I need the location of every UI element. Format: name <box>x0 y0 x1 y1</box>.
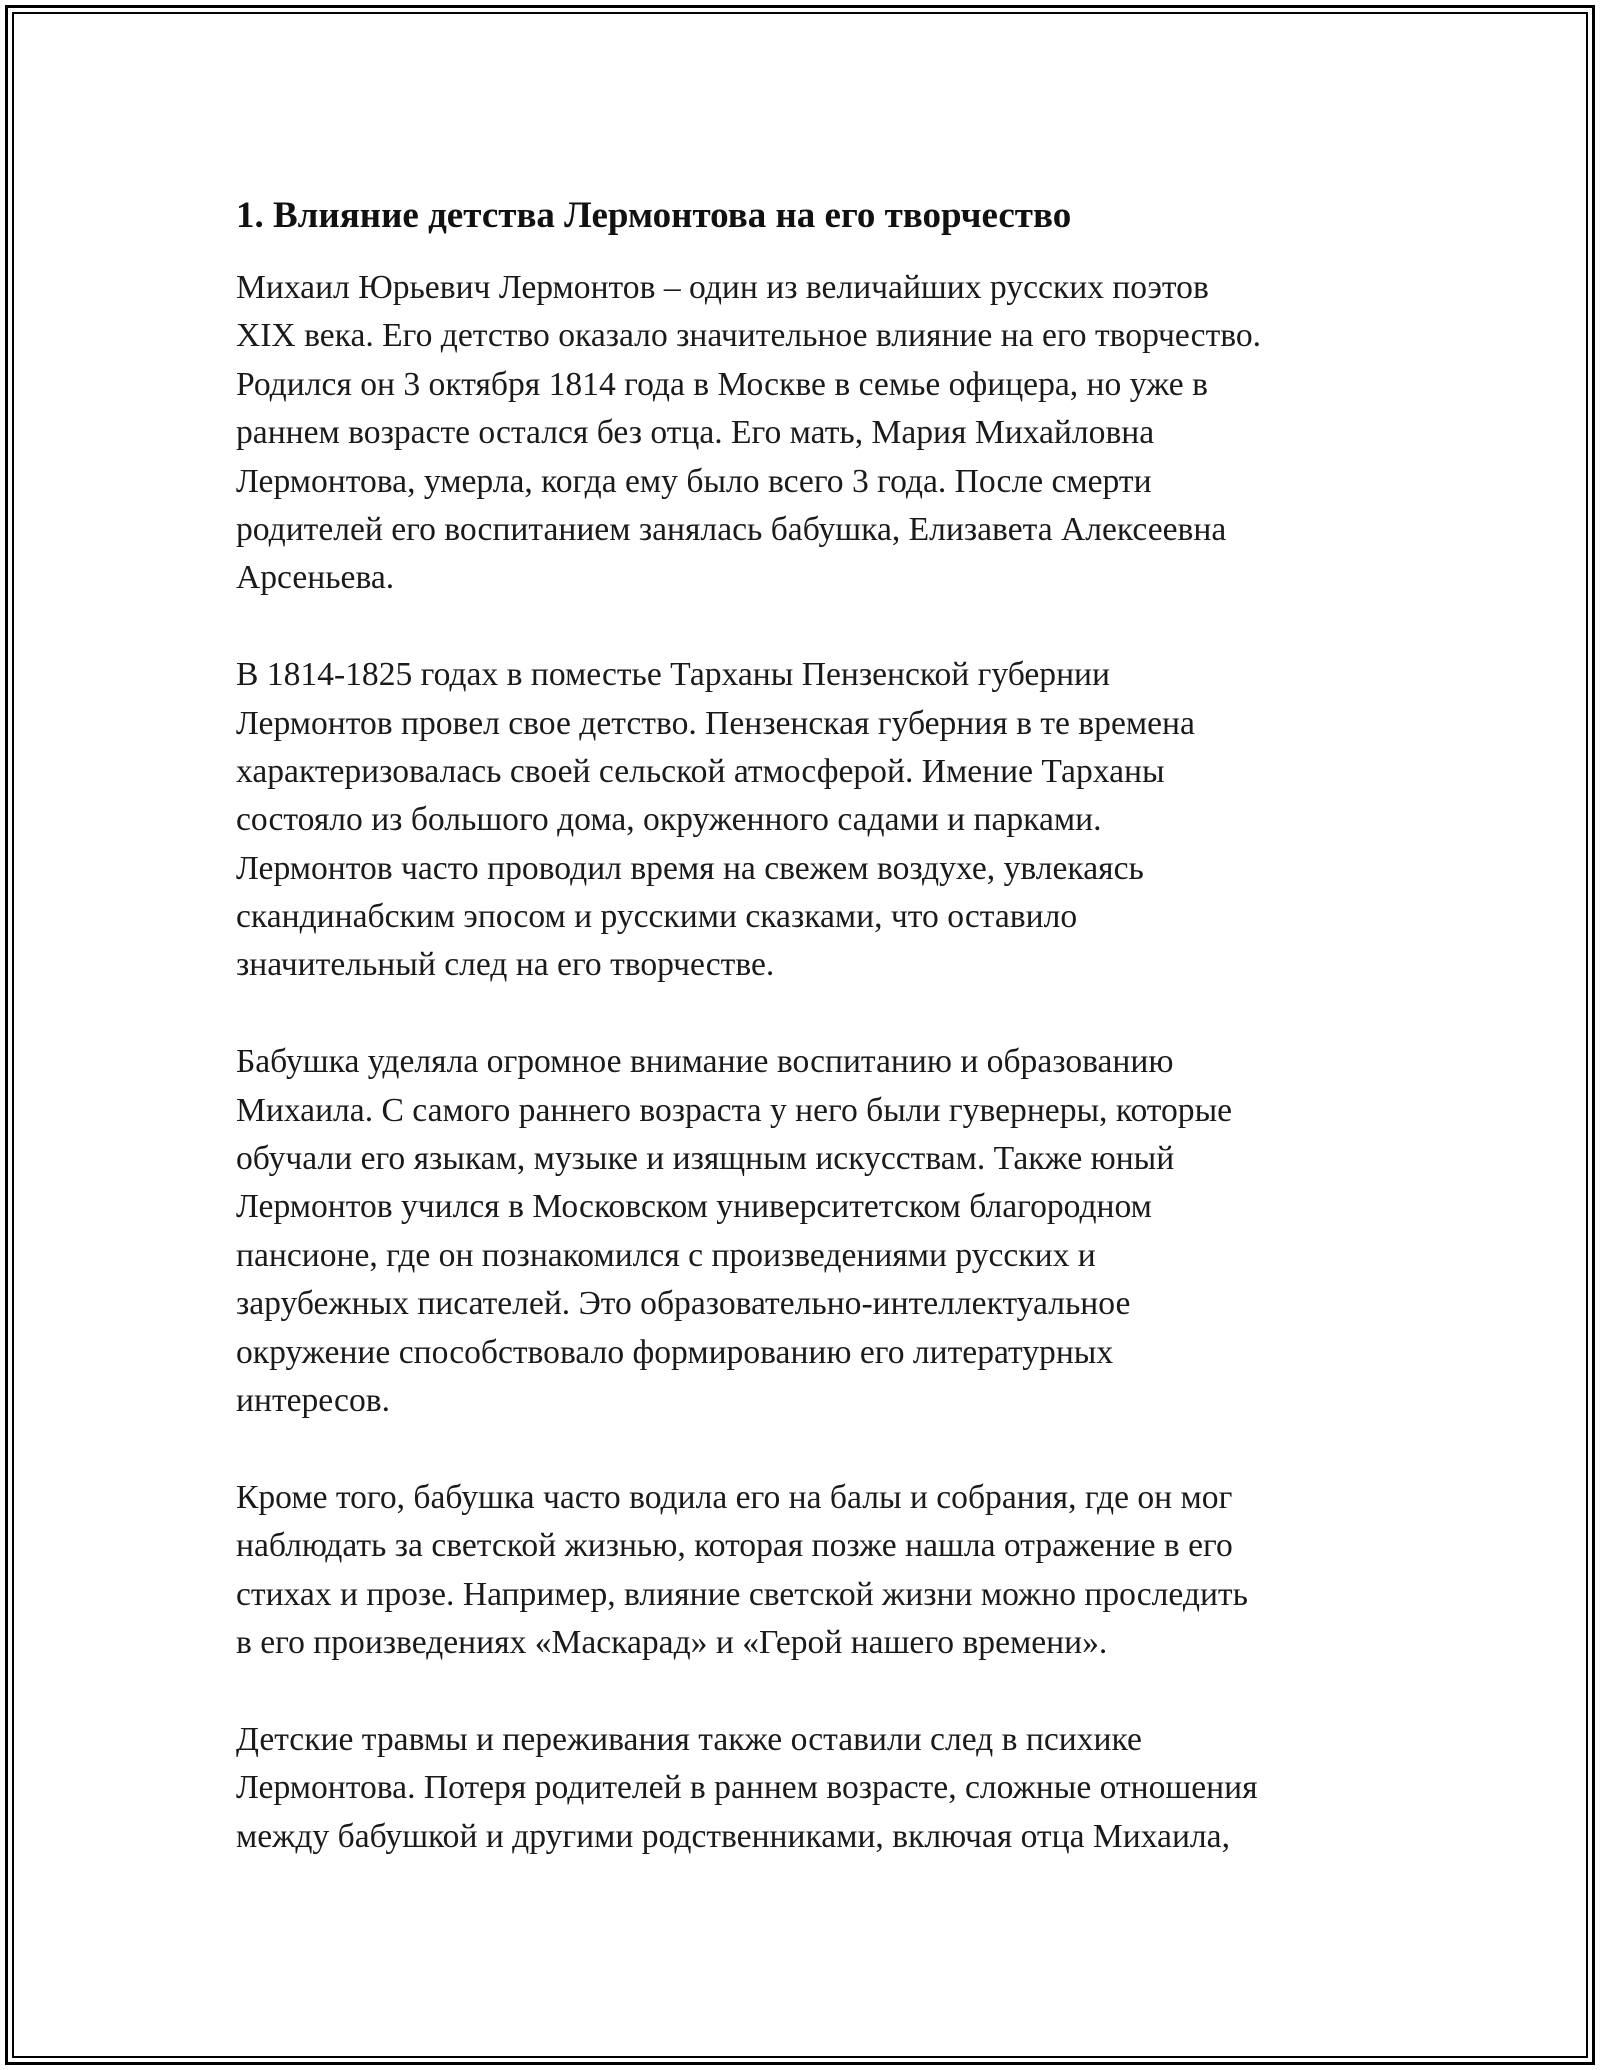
text-line: XIX века. Его детство оказало значительное влияние на его творчество. <box>236 317 1262 355</box>
text-line: окружение способствовало формированию его литературных <box>236 1333 1114 1371</box>
text-line: зарубежных писателей. Это образовательно-интеллектуальное <box>236 1285 1131 1323</box>
text-line: значительный след на его творчестве. <box>236 946 775 984</box>
text-line: Арсеньева. <box>236 559 395 597</box>
paragraph-social-life <box>236 1474 1376 1668</box>
paragraph-tarkhany-estate <box>236 651 1376 990</box>
text-line: Кроме того, бабушка часто водила его на балы и собрания, где он мог <box>236 1478 1233 1516</box>
text-line: в его произведениях «Маскарад» и «Герой нашего времени». <box>236 1623 1108 1661</box>
text-line: Детские травмы и переживания также оставили след в психике <box>236 1720 1142 1758</box>
text-line: Лермонтов провел свое детство. Пензенская губерния в те времена <box>236 704 1195 742</box>
text-line: Лермонтова, умерла, когда ему было всего 3 года. После смерти <box>236 462 1152 500</box>
text-line: пансионе, где он познакомился с произведениями русских и <box>236 1236 1096 1274</box>
paragraph-education <box>236 1038 1376 1425</box>
text-line: Михаил Юрьевич Лермонтов – один из величайших русских поэтов <box>236 269 1209 306</box>
section-heading: 1. Влияние детства Лермонтова на его творчество <box>236 195 1072 236</box>
text-line: наблюдать за светской жизнью, которая позже нашла отражение в его <box>236 1527 1233 1565</box>
text-line: между бабушкой и другими родственниками, включая отца Михаила, <box>236 1817 1230 1855</box>
text-line: стихах и прозе. Например, влияние светской жизни можно проследить <box>236 1575 1248 1613</box>
text-line: Михаила. С самого раннего возраста у него были гувернеры, которые <box>236 1091 1233 1129</box>
paragraph-childhood-overview <box>236 264 1376 603</box>
text-line: Лермонтов часто проводил время на свежем воздухе, увлекаясь <box>236 849 1144 887</box>
text-line: характеризовалась своей сельской атмосферой. Имение Тарханы <box>236 752 1165 790</box>
document-body <box>236 186 1376 1861</box>
text-line: обучали его языкам, музыке и изящным искусствам. Также юный <box>236 1140 1175 1178</box>
text-line: интересов. <box>236 1381 390 1419</box>
text-line: Лермонтова. Потеря родителей в раннем возрасте, сложные отношения <box>236 1769 1258 1807</box>
text-line: В 1814-1825 годах в поместье Тарханы Пензенской губернии <box>236 656 1110 694</box>
text-line: Родился он 3 октября 1814 года в Москве в семье офицера, но уже в <box>236 365 1208 403</box>
text-line: родителей его воспитанием занялась бабушка, Елизавета Алексеевна <box>236 510 1227 548</box>
text-line: состояло из большого дома, окруженного садами и парками. <box>236 801 1102 839</box>
text-line: Бабушка уделяла огромное внимание воспитанию и образованию <box>236 1043 1174 1081</box>
text-line: скандинабским эпосом и русскими сказками, что оставило <box>236 898 1078 936</box>
text-line: Лермонтов учился в Московском университетском благородном <box>236 1188 1152 1226</box>
text-line: раннем возрасте остался без отца. Его мать, Мария Михайловна <box>236 414 1155 452</box>
paragraph-childhood-trauma <box>236 1716 1376 1861</box>
